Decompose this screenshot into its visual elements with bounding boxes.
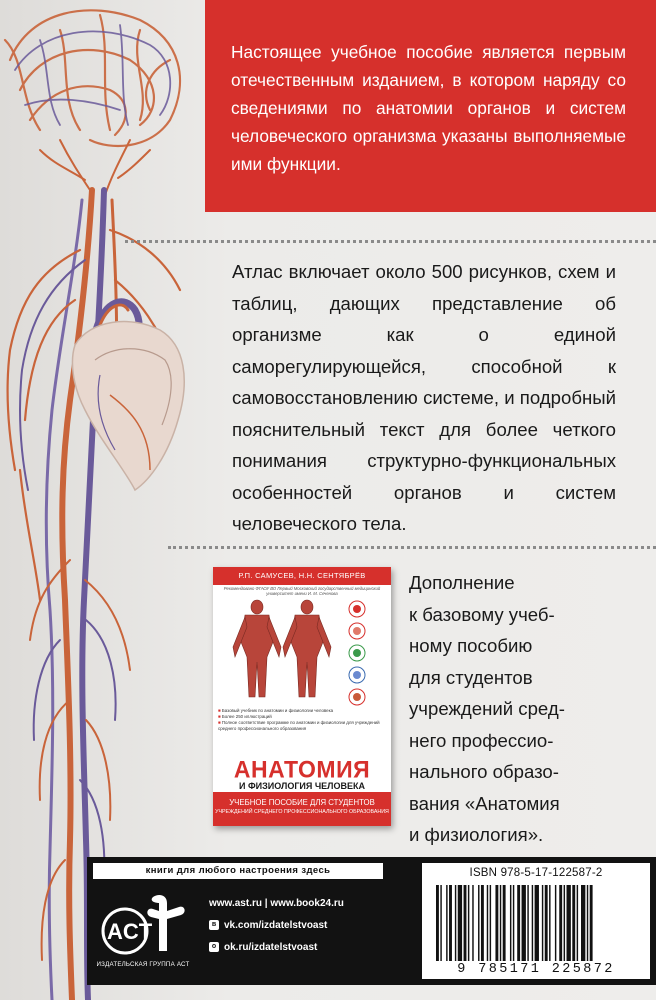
vk-text: vk.com/izdatelstvoast bbox=[224, 919, 328, 931]
ast-logo bbox=[93, 889, 191, 959]
barcode-bar bbox=[503, 885, 506, 961]
barcode-panel bbox=[422, 863, 650, 979]
websites-link[interactable] bbox=[209, 892, 419, 914]
tagline: книги для любого настроения здесь bbox=[93, 863, 383, 879]
atlas-paragraph: Атлас включает около 500 рисунков, схем и таблиц, дающих представление об организме как о единой саморегулирующейся, способной к самовосстановлению системе, и подробный пояснительный текст для более четкого понимания структурно-функциональных особенностей органов и систем человеческого тела. bbox=[232, 261, 616, 534]
book-authors: Р.П. САМУСЕВ, Н.Н. СЕНТЯБРЁВ bbox=[213, 567, 391, 585]
barcode-bar bbox=[587, 885, 588, 961]
barcode-bar bbox=[487, 885, 488, 961]
supplement-line: нального образо- bbox=[409, 761, 559, 782]
book-feature: ■ Более 250 иллюстраций bbox=[218, 714, 386, 720]
barcode-bar bbox=[513, 885, 514, 961]
supplement-line: к базовому учеб- bbox=[409, 603, 555, 625]
supplement-line: ному пособию bbox=[409, 635, 533, 656]
supplement-line: Дополнение bbox=[409, 572, 515, 593]
barcode-bar bbox=[535, 885, 539, 961]
barcode-bar bbox=[495, 885, 498, 961]
barcode-bar bbox=[481, 885, 484, 961]
barcode-bar bbox=[555, 885, 556, 961]
barcode-bar bbox=[572, 885, 575, 961]
publisher-footer bbox=[87, 857, 656, 985]
ean-digits: 9 785171 225872 bbox=[457, 962, 615, 977]
barcode-bar bbox=[522, 885, 526, 961]
circulatory-system-illustration bbox=[0, 0, 240, 1000]
intro-block bbox=[205, 0, 656, 212]
book-feature: ■ Полное соответствие программе по анатомии и физиологии для учреждений среднего профессионального образования bbox=[218, 720, 386, 732]
barcode-bar bbox=[490, 885, 491, 961]
ok-text: ok.ru/izdatelstvoast bbox=[224, 941, 318, 953]
book-bottom-band bbox=[213, 792, 391, 826]
book-publisher-note: Рекомендовано ФГАОУ ВО Первый Московский государственный медицинский университет имени И. М. Сеченова bbox=[223, 586, 381, 596]
ean-barcode bbox=[430, 885, 642, 961]
intro-paragraph: Настоящее учебное пособие является первым отечественным изданием, в котором наряду со сведениями по анатомии органов и систем человеческого организма указаны выполняемые ими функции. bbox=[231, 42, 626, 174]
divider bbox=[125, 240, 656, 243]
barcode-bar bbox=[478, 885, 479, 961]
barcode-bar bbox=[464, 885, 467, 961]
book-subtitle: И ФИЗИОЛОГИЯ ЧЕЛОВЕКА bbox=[239, 781, 365, 791]
divider bbox=[168, 546, 656, 549]
barcode-bar bbox=[458, 885, 462, 961]
book-features-list bbox=[218, 708, 386, 732]
logo-text: ACT bbox=[107, 919, 153, 944]
barcode-bar bbox=[510, 885, 511, 961]
atlas-description bbox=[232, 256, 616, 540]
book-bottom-line-1: УЧЕБНОЕ ПОСОБИЕ ДЛЯ СТУДЕНТОВ bbox=[229, 798, 375, 807]
barcode-bar bbox=[564, 885, 565, 961]
supplement-line: него профессио- bbox=[409, 729, 554, 751]
barcode-bar bbox=[532, 885, 533, 961]
muscle-figures-illustration bbox=[217, 597, 387, 707]
supplement-line: вания «Анатомия bbox=[409, 792, 560, 814]
barcode-bar bbox=[567, 885, 571, 961]
barcode-bar bbox=[545, 885, 548, 961]
supplement-note bbox=[409, 567, 624, 851]
barcode-bar bbox=[559, 885, 562, 961]
barcode-bar bbox=[549, 885, 550, 961]
barcode-bar bbox=[527, 885, 528, 961]
logo-caption: ИЗДАТЕЛЬСКАЯ ГРУППА АСТ bbox=[96, 961, 190, 968]
barcode-bar bbox=[590, 885, 593, 961]
book-bottom-line-2: УЧРЕЖДЕНИЙ СРЕДНЕГО ПРОФЕССИОНАЛЬНОГО ОБРАЗОВАНИЯ bbox=[215, 809, 389, 815]
book-feature: ■ Базовый учебник по анатомии и физиологии человека bbox=[218, 708, 386, 714]
barcode-bar bbox=[577, 885, 578, 961]
ok-icon: о bbox=[209, 942, 219, 952]
vk-link[interactable] bbox=[209, 914, 419, 936]
book-title: АНАТОМИЯ bbox=[233, 755, 371, 783]
supplement-line: и физиология». bbox=[409, 824, 544, 845]
supplement-line: учреждений сред- bbox=[409, 698, 565, 719]
vk-icon: в bbox=[209, 920, 219, 930]
barcode-bar bbox=[468, 885, 469, 961]
isbn-text: ISBN 978-5-17-122587-2 bbox=[469, 867, 603, 879]
publisher-links bbox=[209, 892, 419, 958]
barcode-bar bbox=[455, 885, 456, 961]
ok-link[interactable] bbox=[209, 936, 419, 958]
barcode-bar bbox=[440, 885, 441, 961]
supplement-line: для студентов bbox=[409, 666, 533, 688]
websites-text: www.ast.ru | www.book24.ru bbox=[209, 897, 344, 909]
barcode-bar bbox=[517, 885, 520, 961]
barcode-bar bbox=[500, 885, 501, 961]
barcode-bar bbox=[449, 885, 452, 961]
barcode-bar bbox=[436, 885, 439, 961]
barcode-bar bbox=[446, 885, 447, 961]
book-cover-thumbnail bbox=[213, 567, 391, 826]
barcode-bar bbox=[542, 885, 543, 961]
barcode-bar bbox=[472, 885, 473, 961]
barcode-bar bbox=[581, 885, 585, 961]
